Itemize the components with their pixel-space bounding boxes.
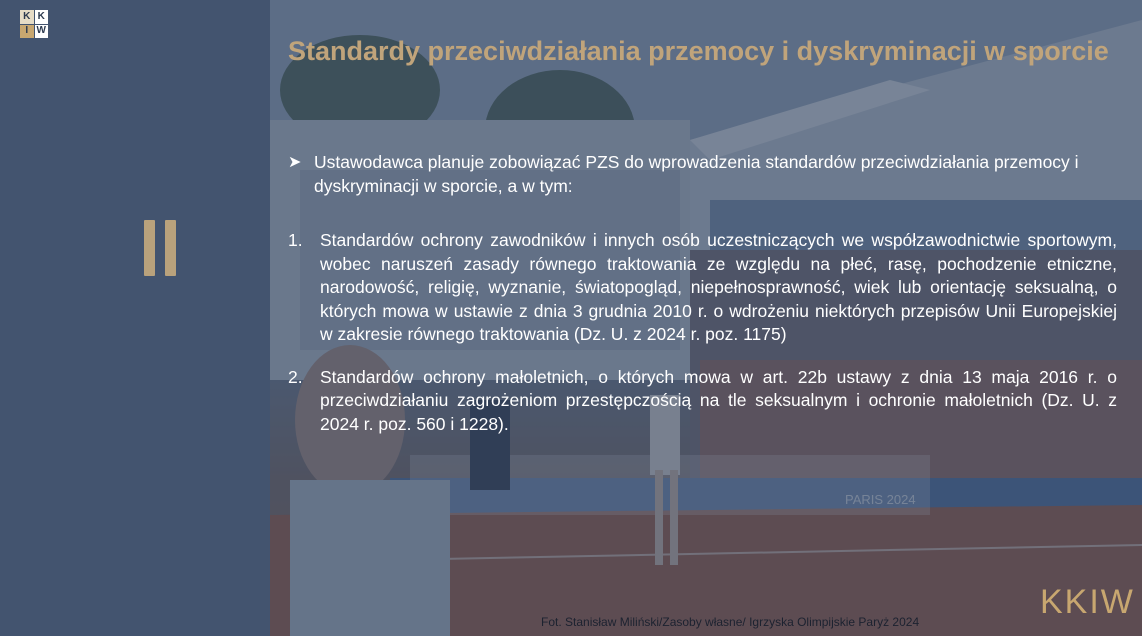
logo-letter: K: [35, 10, 49, 24]
section-numeral-roman-two: [138, 220, 182, 280]
list-item-text: Standardów ochrony zawodników i innych osób uczestniczących we współzawodnictwie sportowym, wobec naruszeń zasady równego traktowania ze względu na płeć, rasę, pochodzenie etniczne, narodowość, religię, wyznanie, światopogląd, niepełnosprawność, wiek lub orientację seksualną, o których mowa w ustawie z dnia 3 grudnia 2010 r. o wdrożeniu niektórych przepisów Unii Europejskiej w zakresie równego traktowania (Dz. U. z 2024 r. poz. 1175): [320, 230, 1117, 344]
list-item-number: 2.: [288, 366, 303, 387]
slide-title: Standardy przeciwdziałania przemocy i dyskryminacji w sporcie: [288, 36, 1109, 66]
logo-letter: K: [20, 10, 34, 24]
list-item: [288, 366, 1117, 437]
list-item-number: 1.: [288, 230, 303, 250]
sidebar: [0, 0, 270, 636]
arrow-bullet-icon: ➤: [288, 154, 302, 171]
kkiw-footer-logo: KKIW: [1040, 583, 1135, 621]
kkiw-logo-mark: [20, 10, 48, 38]
logo-letter: I: [20, 25, 34, 39]
photo-caption: Fot. Stanisław Miliński/Zasoby własne/ Igrzyska Olimpijskie Paryż 2024: [541, 615, 920, 629]
intro-bullet: [288, 150, 1088, 198]
standards-list: [288, 229, 1117, 436]
numeral-stroke: [144, 220, 155, 276]
list-item-text: Standardów ochrony małoletnich, o których mowa w art. 22b ustawy z dnia 13 maja 2016 r. o przeciwdziałaniu zagrożeniom przestępczością na tle seksualnym i ochronie małoletnich (Dz. U. z 2024 r. poz. 560 i 1228).: [320, 366, 1117, 434]
logo-letter: W: [35, 25, 49, 39]
intro-text: Ustawodawca planuje zobowiązać PZS do wprowadzenia standardów przeciwdziałania przemocy i dyskryminacji w sporcie, a w tym:: [314, 152, 1079, 196]
numeral-stroke: [165, 220, 176, 276]
list-item: [288, 229, 1117, 347]
